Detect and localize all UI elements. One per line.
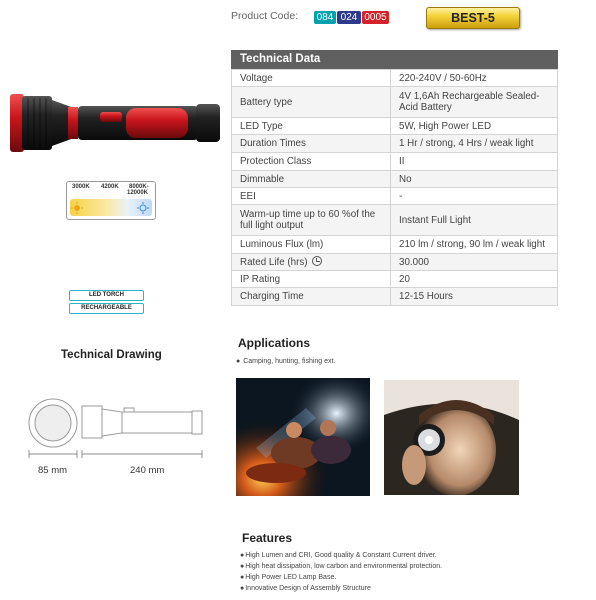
spec-value: 20 — [391, 271, 558, 288]
spec-label: Warm-up time up to 60 %of the full light output — [232, 205, 391, 236]
spec-label: Battery type — [232, 87, 391, 118]
product-code-part-1: 084 — [314, 11, 336, 24]
diameter-dimension: 85 mm — [38, 465, 68, 476]
length-dimension: 240 mm — [130, 465, 165, 476]
spec-label: Voltage — [232, 70, 391, 87]
flashlight-product-image — [8, 88, 226, 158]
applications-title: Applications — [238, 336, 311, 350]
spec-value: Instant Full Light — [391, 205, 558, 236]
spec-value: 4V 1,6Ah Rechargeable Sealed-Acid Battery — [391, 87, 558, 118]
table-row — [232, 205, 558, 236]
warm-sun-icon — [71, 202, 83, 214]
spec-value: 210 lm / strong, 90 lm / weak light — [391, 236, 558, 254]
spec-label: Duration Times — [232, 135, 391, 153]
spec-value: II — [391, 153, 558, 171]
color-temp-label-2: 4200K — [101, 184, 119, 190]
spec-value: 12-15 Hours — [391, 288, 558, 306]
spec-label: LED Type — [232, 118, 391, 135]
feature-item: ●High heat dissipation, low carbon and environmental protection. — [240, 563, 443, 570]
technical-data-table — [231, 69, 558, 306]
table-row — [232, 288, 558, 306]
color-temp-label-4: 12000K — [127, 190, 149, 196]
spec-value: 1 Hr / strong, 4 Hrs / weak light — [391, 135, 558, 153]
applications-text-value: Camping, hunting, fishing ext. — [243, 358, 336, 365]
table-row — [232, 118, 558, 135]
spec-label: Charging Time — [232, 288, 391, 306]
feature-item: ●High Lumen and CRI, Good quality & Constant Current driver. — [240, 552, 437, 559]
model-badge: BEST-5 — [426, 7, 520, 29]
table-row — [232, 70, 558, 87]
table-row — [232, 188, 558, 205]
feature-text: High heat dissipation, low carbon and environmental protection. — [245, 563, 443, 570]
product-code-part-3: 0005 — [362, 11, 389, 24]
product-code-part-2: 024 — [337, 11, 361, 24]
table-row — [232, 153, 558, 171]
feature-text: Innovative Design of Assembly Structure — [245, 585, 371, 592]
table-row — [232, 135, 558, 153]
spec-label: IP Rating — [232, 271, 391, 288]
technical-data-title: Technical Data — [231, 50, 558, 69]
camping-photo — [236, 378, 370, 496]
spec-label: Dimmable — [232, 171, 391, 188]
rechargeable-badge: RECHARGEABLE — [69, 303, 144, 314]
features-title: Features — [242, 531, 293, 545]
product-code-label: Product Code: — [231, 10, 299, 22]
spec-value: No — [391, 171, 558, 188]
led-torch-badge: LED TORCH — [69, 290, 144, 301]
spec-label: Protection Class — [232, 153, 391, 171]
feature-text: High Lumen and CRI, Good quality & Constant Current driver. — [245, 552, 437, 559]
cool-sun-icon — [137, 202, 149, 214]
feature-item: ●Innovative Design of Assembly Structure — [240, 585, 371, 592]
boy-with-flashlight-photo — [384, 380, 519, 495]
color-temp-label-3: 8000K- — [129, 184, 149, 190]
technical-drawing-title: Technical Drawing — [61, 349, 162, 361]
feature-item: ●High Power LED Lamp Base. — [240, 574, 337, 581]
table-row — [232, 236, 558, 254]
feature-text: High Power LED Lamp Base. — [245, 574, 337, 581]
spec-value: 220-240V / 50-60Hz — [391, 70, 558, 87]
spec-value: 30.000 — [391, 254, 558, 271]
color-temperature-box — [66, 181, 156, 220]
applications-text: ● Camping, hunting, fishing ext. — [236, 358, 336, 365]
table-row — [232, 171, 558, 188]
spec-label-text: Rated Life (hrs) — [240, 257, 308, 268]
spec-label: EEI — [232, 188, 391, 205]
clock-icon — [312, 256, 322, 266]
spec-value: 5W, High Power LED — [391, 118, 558, 135]
spec-label — [232, 254, 391, 271]
technical-drawing-figure — [24, 398, 214, 468]
spec-label: Luminous Flux (lm) — [232, 236, 391, 254]
table-row — [232, 271, 558, 288]
table-row — [232, 87, 558, 118]
table-row — [232, 254, 558, 271]
color-temp-label-1: 3000K — [72, 184, 90, 190]
spec-value: - — [391, 188, 558, 205]
